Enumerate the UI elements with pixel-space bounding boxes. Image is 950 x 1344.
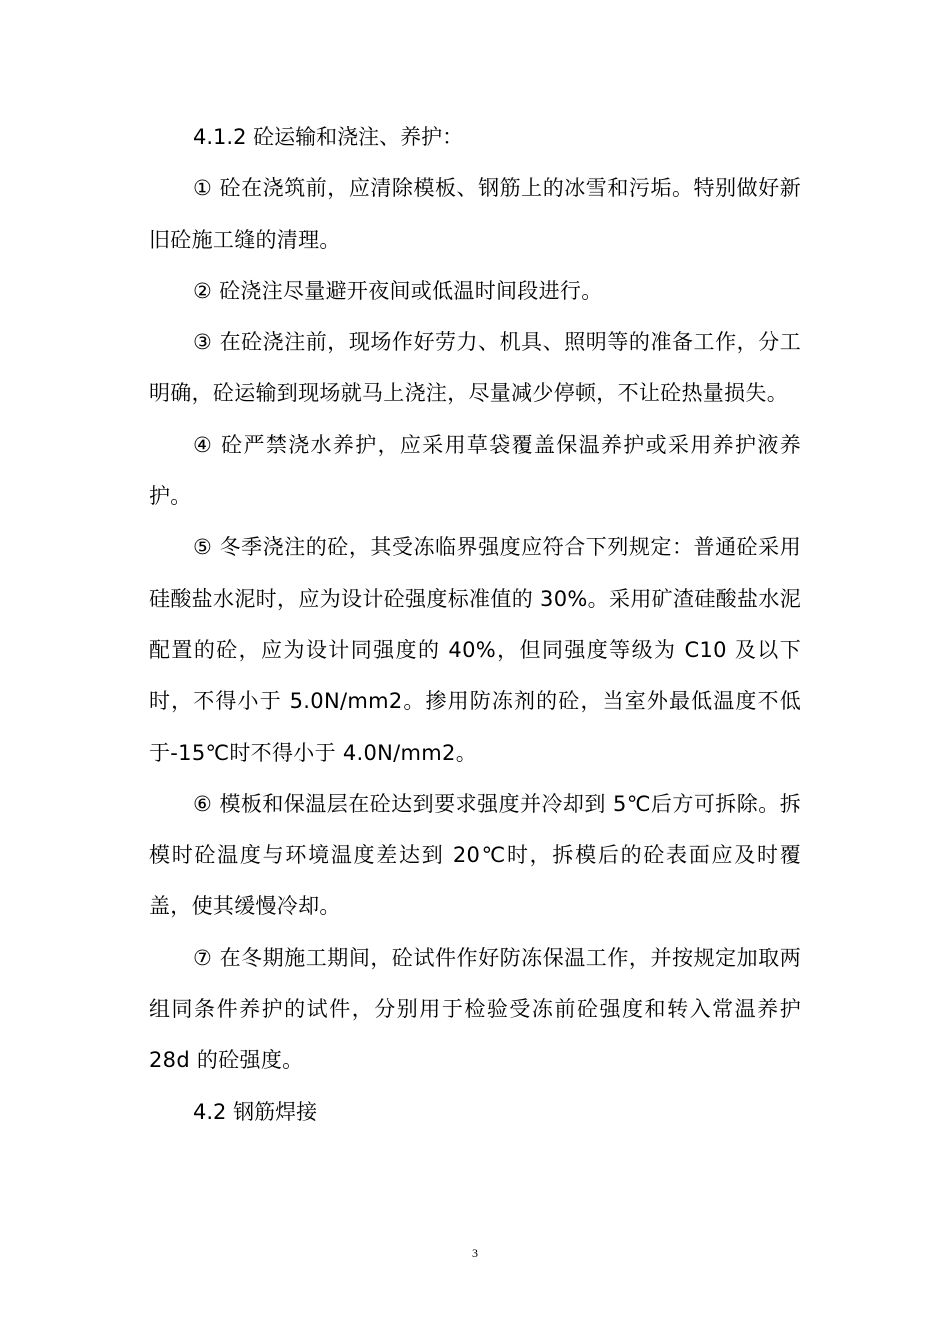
list-item-3: ③ 在砼浇注前，现场作好劳力、机具、照明等的准备工作，分工明确，砼运输到现场就马上浇注，尽量减少停顿，不让砼热量损失。 (149, 330, 801, 406)
list-item-1: ① 砼在浇筑前，应清除模板、钢筋上的冰雪和污垢。特别做好新旧砼施工缝的清理。 (149, 176, 801, 252)
next-section-heading: 4.2 钢筋焊接 (193, 1099, 318, 1124)
list-item-5: ⑤ 冬季浇注的砼，其受冻临界强度应符合下列规定：普通砼采用硅酸盐水泥时，应为设计砼强度标准值的 30%。采用矿渣硅酸盐水泥配置的砼，应为设计同强度的 40%，但同强度等级为 C10 及以下时，不得小于 5.0N/mm2。掺用防冻剂的砼，当室外最低温度不低于-15℃时不得小于 4.0N/mm2。 (149, 535, 801, 765)
page-number: 3 (472, 1246, 478, 1260)
document-body (149, 112, 801, 1138)
section-heading: 4.1.2 砼运输和浇注、养护： (193, 125, 464, 149)
list-item-6: ⑥ 模板和保温层在砼达到要求强度并冷却到 5℃后方可拆除。拆模时砼温度与环境温度差达到 20℃时，拆模后的砼表面应及时覆盖，使其缓慢冷却。 (149, 791, 801, 919)
list-item-7: ⑦ 在冬期施工期间，砼试件作好防冻保温工作，并按规定加取两组同条件养护的试件，分别用于检验受冻前砼强度和转入常温养护 28d 的砼强度。 (149, 945, 801, 1073)
list-item-2: ② 砼浇注尽量避开夜间或低温时间段进行。 (193, 278, 603, 303)
list-item-4: ④ 砼严禁浇水养护，应采用草袋覆盖保温养护或采用养护液养护。 (149, 432, 801, 509)
